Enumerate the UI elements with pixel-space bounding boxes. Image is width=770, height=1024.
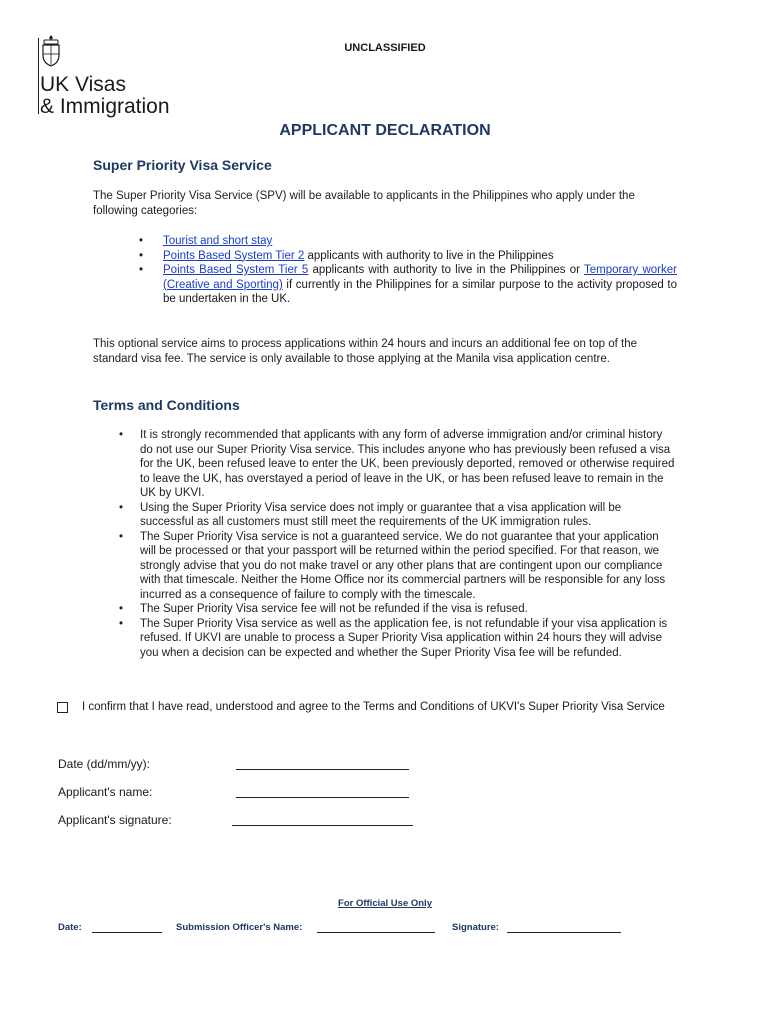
officer-name-label: Submission Officer's Name:	[176, 922, 303, 933]
official-signature-field[interactable]	[507, 932, 621, 933]
tier2-link[interactable]: Points Based System Tier 2	[163, 249, 305, 262]
spv-heading: Super Priority Visa Service	[93, 157, 272, 173]
confirm-checkbox[interactable]	[57, 702, 68, 713]
terms-heading: Terms and Conditions	[93, 397, 240, 413]
brand-line-2: & Immigration	[40, 95, 170, 118]
official-use-heading: For Official Use Only	[338, 898, 432, 909]
terms-list	[116, 428, 676, 660]
terms-item-2: • Using the Super Priority Visa service does not imply or guarantee that a visa application will be successful as all customers must still meet the requirements of the UK immigration rules.	[116, 501, 676, 530]
terms-item-3: • The Super Priority Visa service is not a guaranteed service. We do not guarantee that your application will be processed or that your passport will be returned within the period specified. For that reason, we strongly advise that you do not make travel or any other plans that are contingent upon our compliance with that timescale. Neither the Home Office nor its commercial partners will be responsible for any loss incurred as a consequence of failure to comply with the timescale.	[116, 530, 676, 603]
category-item-2-text: applicants with authority to live in the Philippines	[304, 249, 554, 262]
applicant-name-label: Applicant's name:	[58, 785, 153, 799]
confirm-text: I confirm that I have read, understood and agree to the Terms and Conditions of UKVI's Super Priority Visa Service	[82, 701, 665, 713]
applicant-name-field[interactable]	[236, 797, 409, 798]
applicant-signature-field[interactable]	[232, 825, 413, 826]
brand-logo	[40, 74, 170, 118]
temporary-worker-link[interactable]: Temporary worker (Creative and Sporting)	[163, 264, 677, 291]
terms-item-4: • The Super Priority Visa service fee will not be refunded if the visa is refused.	[116, 602, 676, 617]
official-signature-label: Signature:	[452, 922, 499, 933]
spv-intro: The Super Priority Visa Service (SPV) will be available to applicants in the Philippines who apply under the following categories:	[93, 190, 635, 217]
category-item-2	[137, 249, 677, 264]
brand-line-1: UK Visas	[40, 73, 126, 96]
terms-item-5: • The Super Priority Visa service as well as the application fee, is not refundable if your visa application is refused. If UKVI are unable to process a Super Priority Visa application within 24 hours they will advise you when a decision can be expected and whether the Super Priority Visa fee will be refunded.	[116, 617, 676, 661]
classification-label: UNCLASSIFIED	[344, 42, 426, 54]
date-label: Date (dd/mm/yy):	[58, 757, 151, 771]
terms-item-1: • It is strongly recommended that applicants with any form of adverse immigration and/or criminal history do not use our Super Priority Visa service. This includes anyone who has previously been refused a visa for the UK, been refused leave to enter the UK, been previously deported, removed or otherwise required to leave the UK, has overstayed a period of leave in the UK, or has been refused leave to remain in the UK by UKVI.	[116, 428, 676, 501]
spv-note: This optional service aims to process applications within 24 hours and incurs an additional fee on top of the standard visa fee. The service is only available to those applying at the Manila visa application centre.	[93, 338, 638, 365]
category-item-1	[137, 234, 677, 249]
applicant-signature-label: Applicant's signature:	[58, 813, 172, 827]
tourist-link[interactable]: Tourist and short stay	[163, 235, 273, 247]
officer-name-field[interactable]	[317, 932, 435, 933]
category-list	[137, 234, 677, 307]
category-item-3	[137, 263, 677, 307]
date-field[interactable]	[236, 769, 409, 770]
page-title: APPLICANT DECLARATION	[279, 122, 491, 139]
official-date-field[interactable]	[92, 932, 162, 933]
tier5-link[interactable]: Points Based System Tier 5	[163, 264, 309, 276]
category-item-3-text-2: if currently in the Philippines for a similar purpose to the activity proposed to be undertaken in the UK.	[163, 278, 677, 305]
category-item-3-text: applicants with authority to live in the Philippines or	[308, 264, 584, 276]
official-date-label: Date:	[58, 922, 82, 933]
